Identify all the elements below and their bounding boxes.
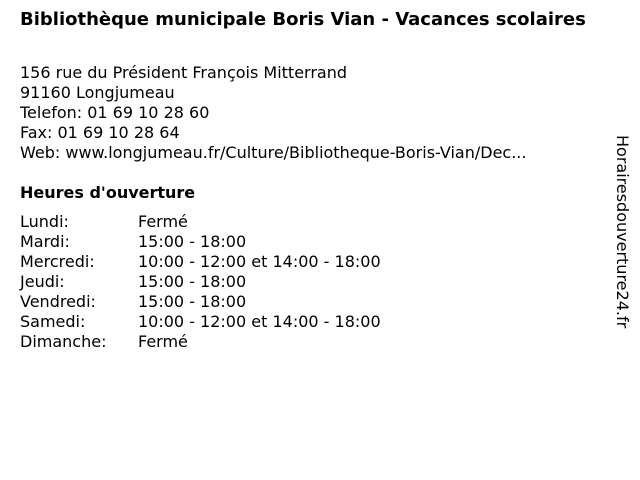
day-hours: 15:00 - 18:00 xyxy=(138,232,247,251)
day-hours: Fermé xyxy=(138,212,188,231)
hours-row-mardi xyxy=(20,232,381,252)
fax-number: Fax: 01 69 10 28 64 xyxy=(20,123,180,142)
hours-row-lundi xyxy=(20,212,381,232)
hours-row-jeudi xyxy=(20,272,381,292)
city-postcode: 91160 Longjumeau xyxy=(20,83,175,102)
hours-row-dimanche xyxy=(20,332,381,352)
site-watermark: Horairesdouverture24.fr xyxy=(613,135,632,329)
day-label: Lundi: xyxy=(20,212,69,231)
street-address: 156 rue du Président François Mitterrand xyxy=(20,63,348,82)
page-title: Bibliothèque municipale Boris Vian - Vacances scolaires xyxy=(20,9,586,30)
day-label: Samedi: xyxy=(20,312,86,331)
day-hours: 15:00 - 18:00 xyxy=(138,292,247,311)
day-hours: 15:00 - 18:00 xyxy=(138,272,247,291)
day-label: Mercredi: xyxy=(20,252,95,271)
website-link[interactable]: Web: www.longjumeau.fr/Culture/Bibliotheque-Boris-Vian/Dec... xyxy=(20,143,527,162)
opening-hours-table xyxy=(20,212,381,352)
hours-row-vendredi xyxy=(20,292,381,312)
phone-number: Telefon: 01 69 10 28 60 xyxy=(20,103,210,122)
day-label: Vendredi: xyxy=(20,292,96,311)
day-hours: Fermé xyxy=(138,332,188,351)
address-block xyxy=(20,63,600,163)
day-label: Mardi: xyxy=(20,232,70,251)
day-label: Jeudi: xyxy=(20,272,65,291)
opening-hours-heading: Heures d'ouverture xyxy=(20,183,196,202)
hours-row-samedi xyxy=(20,312,381,332)
day-label: Dimanche: xyxy=(20,332,107,351)
day-hours: 10:00 - 12:00 et 14:00 - 18:00 xyxy=(138,312,381,331)
day-hours: 10:00 - 12:00 et 14:00 - 18:00 xyxy=(138,252,381,271)
hours-row-mercredi xyxy=(20,252,381,272)
